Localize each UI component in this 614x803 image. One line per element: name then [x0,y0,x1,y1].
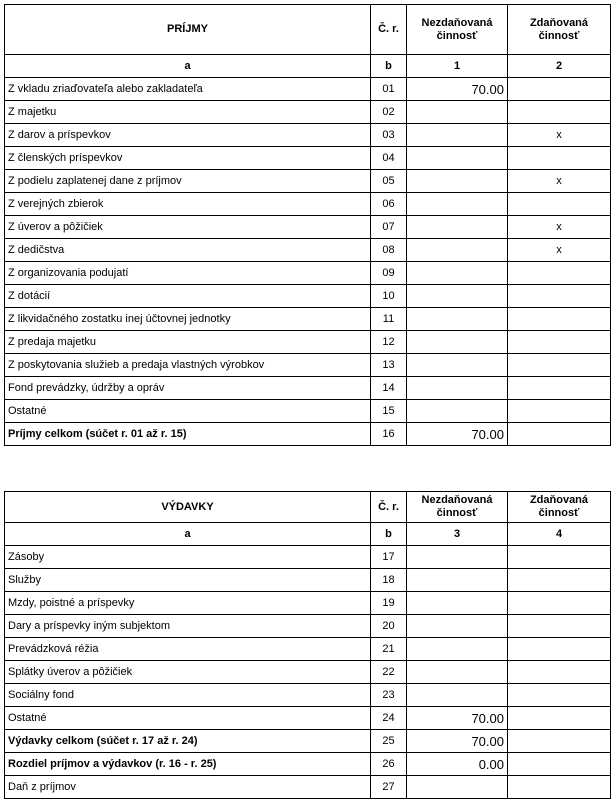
expenses-row-nontax-value: 0.00 [407,753,508,776]
income-title: PRÍJMY [5,5,371,55]
income-row-label: Z organizovania podujatí [5,262,371,285]
income-row-nontax-value [407,101,508,124]
income-row [5,354,611,377]
income-row-tax-value [508,193,611,216]
expenses-title: VÝDAVKY [5,492,371,523]
expenses-row-nontax-value [407,661,508,684]
income-rows [5,78,611,446]
income-row-number: 13 [371,354,407,377]
expenses-row [5,684,611,707]
income-row-tax-value [508,101,611,124]
expenses-row-label: Sociálny fond [5,684,371,707]
income-row-number: 11 [371,308,407,331]
income-row [5,147,611,170]
expenses-rownum-header: Č. r. [371,492,407,523]
income-row [5,239,611,262]
expenses-row-number: 18 [371,569,407,592]
income-row-nontax-value [407,170,508,193]
income-row-number: 04 [371,147,407,170]
income-row-label: Ostatné [5,400,371,423]
income-row-nontax-value [407,216,508,239]
income-row-nontax-value [407,147,508,170]
income-letters-row [5,55,611,78]
expenses-row-number: 21 [371,638,407,661]
expenses-letters-row [5,523,611,546]
expenses-row-tax-value [508,707,611,730]
expenses-row-tax-value [508,592,611,615]
income-row-label: Z majetku [5,101,371,124]
income-row [5,423,611,446]
expenses-row-number: 17 [371,546,407,569]
income-row-tax-value [508,354,611,377]
expenses-row-nontax-value [407,684,508,707]
income-row [5,124,611,147]
income-row-label: Z predaja majetku [5,331,371,354]
expenses-nontax-header: Nezdaňovaná činnosť [407,492,508,523]
income-row [5,170,611,193]
expenses-row-label: Daň z príjmov [5,776,371,799]
income-row [5,101,611,124]
expenses-row-nontax-value [407,592,508,615]
income-row-label: Z členských príspevkov [5,147,371,170]
income-table [4,4,611,446]
income-row-tax-value [508,423,611,446]
expenses-row-nontax-value [407,569,508,592]
expenses-row-label: Ostatné [5,707,371,730]
expenses-row-number: 24 [371,707,407,730]
income-row-nontax-value [407,193,508,216]
income-col-number-2: 2 [508,55,611,78]
expenses-row [5,776,611,799]
income-row-number: 10 [371,285,407,308]
income-row-label: Príjmy celkom (súčet r. 01 až r. 15) [5,423,371,446]
income-row-tax-value [508,262,611,285]
income-row-label: Z podielu zaplatenej dane z príjmov [5,170,371,193]
income-row-number: 07 [371,216,407,239]
income-row-tax-value [508,377,611,400]
expenses-col-letter-b: b [371,523,407,546]
income-row-tax-value [508,308,611,331]
expenses-row [5,638,611,661]
income-row-number: 03 [371,124,407,147]
income-row-number: 16 [371,423,407,446]
income-row [5,331,611,354]
income-row [5,377,611,400]
income-row-tax-value [508,285,611,308]
expenses-row [5,730,611,753]
income-row-tax-value [508,147,611,170]
income-tax-header: Zdaňovaná činnosť [508,5,611,55]
income-row-tax-value [508,78,611,101]
expenses-header-row [5,492,611,523]
income-row-nontax-value [407,377,508,400]
income-row [5,193,611,216]
expenses-rows [5,546,611,799]
expenses-row [5,753,611,776]
income-row-label: Z úverov a pôžičiek [5,216,371,239]
income-row [5,216,611,239]
expenses-row-nontax-value: 70.00 [407,730,508,753]
expenses-row [5,569,611,592]
expenses-row-label: Služby [5,569,371,592]
expenses-col-letter-a: a [5,523,371,546]
income-row-number: 02 [371,101,407,124]
income-row-label: Z darov a príspevkov [5,124,371,147]
expenses-row [5,592,611,615]
income-row-label: Fond prevádzky, údržby a opráv [5,377,371,400]
income-rownum-header: Č. r. [371,5,407,55]
income-row-label: Z dotácií [5,285,371,308]
income-row-tax-value [508,400,611,423]
income-row-label: Z vkladu zriaďovateľa alebo zakladateľa [5,78,371,101]
income-row-number: 14 [371,377,407,400]
income-row [5,78,611,101]
expenses-row-number: 25 [371,730,407,753]
expenses-row-label: Splátky úverov a pôžičiek [5,661,371,684]
expenses-row-tax-value [508,661,611,684]
expenses-row-number: 20 [371,615,407,638]
expenses-row [5,546,611,569]
expenses-col-number-4: 4 [508,523,611,546]
income-row-number: 05 [371,170,407,193]
income-row-number: 01 [371,78,407,101]
expenses-row [5,615,611,638]
income-row-tax-value: x [508,170,611,193]
income-row-number: 09 [371,262,407,285]
income-row [5,400,611,423]
expenses-row-nontax-value [407,776,508,799]
income-col-letter-a: a [5,55,371,78]
income-row-nontax-value [407,239,508,262]
expenses-col-number-3: 3 [407,523,508,546]
expenses-row-tax-value [508,546,611,569]
expenses-row-label: Rozdiel príjmov a výdavkov (r. 16 - r. 25) [5,753,371,776]
expenses-row-label: Mzdy, poistné a príspevky [5,592,371,615]
expenses-table [4,491,611,799]
income-row [5,262,611,285]
expenses-row [5,661,611,684]
expenses-row-nontax-value: 70.00 [407,707,508,730]
income-col-number-1: 1 [407,55,508,78]
expenses-row-label: Prevádzková réžia [5,638,371,661]
expenses-row-nontax-value [407,638,508,661]
income-row-nontax-value [407,124,508,147]
income-row-nontax-value [407,308,508,331]
income-row-nontax-value [407,354,508,377]
expenses-row-tax-value [508,569,611,592]
income-row-number: 12 [371,331,407,354]
income-row-tax-value [508,331,611,354]
income-row-nontax-value: 70.00 [407,78,508,101]
income-row-tax-value: x [508,216,611,239]
income-row-tax-value: x [508,124,611,147]
expenses-row-tax-value [508,684,611,707]
expenses-row-label: Zásoby [5,546,371,569]
income-row-number: 08 [371,239,407,262]
income-row-nontax-value: 70.00 [407,423,508,446]
income-row-nontax-value [407,400,508,423]
income-row-label: Z likvidačného zostatku inej účtovnej jednotky [5,308,371,331]
expenses-row-tax-value [508,776,611,799]
expenses-row-label: Výdavky celkom (súčet r. 17 až r. 24) [5,730,371,753]
income-row-number: 06 [371,193,407,216]
expenses-row [5,707,611,730]
income-row [5,308,611,331]
expenses-row-number: 22 [371,661,407,684]
income-row-tax-value: x [508,239,611,262]
expenses-row-number: 23 [371,684,407,707]
income-row-label: Z verejných zbierok [5,193,371,216]
income-row-nontax-value [407,262,508,285]
expenses-row-label: Dary a príspevky iným subjektom [5,615,371,638]
expenses-row-tax-value [508,753,611,776]
expenses-row-number: 27 [371,776,407,799]
expenses-row-number: 19 [371,592,407,615]
expenses-row-number: 26 [371,753,407,776]
income-col-letter-b: b [371,55,407,78]
expenses-row-nontax-value [407,615,508,638]
expenses-row-tax-value [508,615,611,638]
income-row-label: Z poskytovania služieb a predaja vlastných výrobkov [5,354,371,377]
income-nontax-header: Nezdaňovaná činnosť [407,5,508,55]
expenses-row-nontax-value [407,546,508,569]
income-header-row [5,5,611,55]
income-row-nontax-value [407,331,508,354]
expenses-row-tax-value [508,638,611,661]
income-row-label: Z dedičstva [5,239,371,262]
income-row-nontax-value [407,285,508,308]
income-row-number: 15 [371,400,407,423]
expenses-row-tax-value [508,730,611,753]
income-row [5,285,611,308]
expenses-tax-header: Zdaňovaná činnosť [508,492,611,523]
